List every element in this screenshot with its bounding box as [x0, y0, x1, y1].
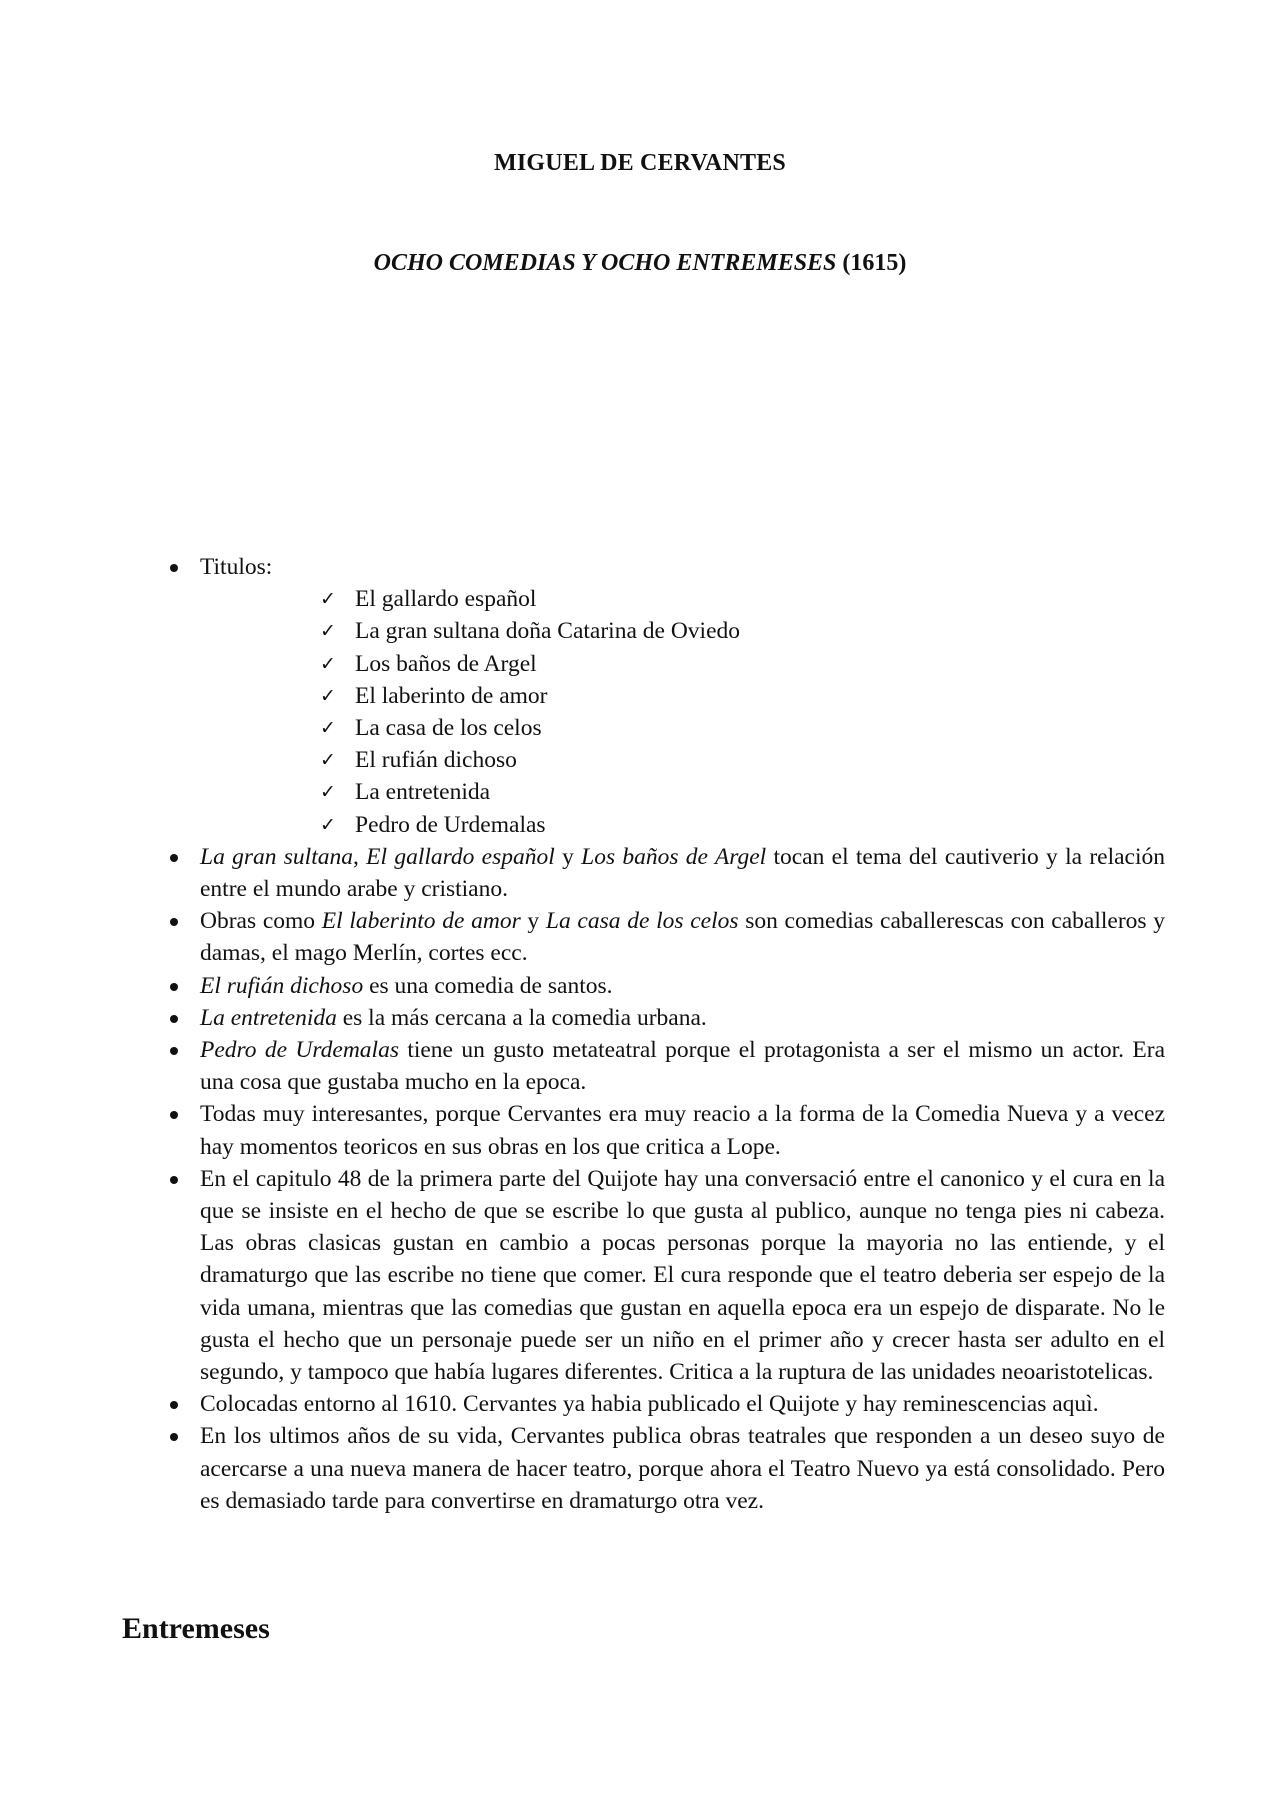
title-list-item: [170, 712, 1165, 744]
checkmark-icon: ✓: [320, 781, 336, 804]
section-heading-entremeses: Entremeses: [122, 1612, 270, 1645]
bullet-dot-icon: [170, 1176, 178, 1184]
bullet-dot-icon: [170, 1433, 178, 1441]
title-text: La entretenida: [355, 779, 491, 806]
note-bullet: [170, 1420, 1165, 1517]
note-text: son comedias caballerescas con caballeros y damas, el mago Merlín, cortes ecc.: [200, 908, 1165, 967]
work-reference: El rufián dichoso: [200, 972, 364, 999]
notes-bullet-list: [170, 841, 1165, 1517]
bullet-dot-icon: [170, 1047, 178, 1055]
note-text: es una comedia de santos.: [363, 972, 613, 999]
title-text: Los baños de Argel: [355, 650, 537, 677]
checkmark-icon: ✓: [320, 813, 336, 836]
work-year: (1615): [842, 250, 907, 276]
title-text: El gallardo español: [355, 586, 537, 613]
bullet-dot-icon: [170, 1401, 178, 1409]
work-reference: La gran sultana: [200, 843, 353, 870]
note-text: y: [520, 908, 546, 935]
note-text: Colocadas entorno al 1610. Cervantes ya habia publicado el Quijote y hay reminescencias aquì.: [200, 1391, 1099, 1418]
title-list-item: [170, 809, 1165, 841]
title-list-item: [170, 680, 1165, 712]
note-bullet: [170, 1163, 1165, 1388]
note-text: En los ultimos años de su vida, Cervantes publica obras teatrales que responden a un deseo suyo de acercarse a una nueva manera de hacer teatro, porque ahora el Teatro Nuevo ya está consolidado. Pero es demasiado tarde para convertirse en dramaturgo otra vez.: [200, 1423, 1165, 1514]
work-title: OCHO COMEDIAS Y OCHO ENTREMESES: [373, 250, 837, 276]
note-bullet: [170, 1002, 1165, 1034]
checkmark-icon: ✓: [320, 652, 336, 675]
document-subtitle: [0, 250, 1280, 277]
note-bullet: [170, 841, 1165, 905]
note-bullet: [170, 970, 1165, 1002]
notes-content: [170, 551, 1165, 1517]
title-text: Pedro de Urdemalas: [355, 811, 546, 838]
work-reference: La casa de los celos: [545, 908, 739, 935]
title-list-item: [170, 615, 1165, 647]
title-list-item: [170, 648, 1165, 680]
title-text: La gran sultana doña Catarina de Oviedo: [355, 618, 740, 645]
document-title: MIGUEL DE CERVANTES: [494, 150, 786, 176]
titles-checklist: [170, 583, 1165, 841]
note-bullet: [170, 905, 1165, 969]
note-text: Obras como: [200, 908, 322, 935]
title-text: El rufián dichoso: [355, 747, 517, 774]
work-reference: El gallardo español: [366, 843, 555, 870]
bullet-dot-icon: [170, 918, 178, 926]
titles-label: Titulos:: [200, 554, 273, 580]
bullet-dot-icon: [170, 983, 178, 991]
note-text: tiene un gusto metateatral porque el protagonista a ser el mismo un actor. Era una cosa que gustaba mucho en la epoca.: [200, 1037, 1165, 1096]
checkmark-icon: ✓: [320, 717, 336, 740]
bullet-dot-icon: [170, 564, 178, 572]
note-text: tocan el tema del cautiverio y la relación entre el mundo arabe y cristiano.: [200, 843, 1166, 903]
title-list-item: [170, 776, 1165, 808]
work-reference: Los baños de Argel: [581, 843, 767, 870]
bullet-dot-icon: [170, 1015, 178, 1023]
note-text: Todas muy interesantes, porque Cervantes era muy reacio a la forma de la Comedia Nueva y a vecez hay momentos teoricos en sus obras en los que critica a Lope.: [200, 1101, 1165, 1160]
bullet-dot-icon: [170, 1111, 178, 1119]
note-bullet: [170, 1034, 1165, 1098]
title-list-item: [170, 744, 1165, 776]
checkmark-icon: ✓: [320, 620, 336, 643]
note-text: es la más cercana a la comedia urbana.: [336, 1004, 707, 1031]
note-bullet: [170, 1098, 1165, 1162]
note-bullet: [170, 1388, 1165, 1420]
checkmark-icon: ✓: [320, 684, 336, 707]
checkmark-icon: ✓: [320, 749, 336, 772]
work-reference: Pedro de Urdemalas: [200, 1037, 399, 1064]
work-reference: La entretenida: [200, 1004, 337, 1031]
title-list-item: [170, 583, 1165, 615]
title-text: La casa de los celos: [355, 715, 542, 742]
titles-bullet: [170, 551, 1165, 583]
work-reference: El laberinto de amor: [321, 908, 521, 935]
note-text: En el capitulo 48 de la primera parte del Quijote hay una conversació entre el canonico y el cura en la que se insiste en el hecho de que se escribe lo que gusta al publico, aunque no tenga pies ni cabeza. Las obras clasicas gustan en cambio a pocas personas porque la mayoria no las entiende, y el dramaturgo que las escribe no tiene que comer. El cura responde que el teatro deberia ser espejo de la vida umana, mientras que las comedias que gustan en aquella epoca era un espejo de disparate. No le gusta el hecho que un personaje puede ser un niño en el primer año y crecer hasta ser adulto en el segundo, y tampoco que había lugares diferentes. Critica a la ruptura de las unidades neoaristotelicas.: [200, 1165, 1165, 1386]
title-text: El laberinto de amor: [355, 682, 548, 709]
note-text: y: [554, 843, 582, 870]
bullet-dot-icon: [170, 854, 178, 862]
note-text: ,: [352, 843, 367, 870]
checkmark-icon: ✓: [320, 588, 336, 611]
